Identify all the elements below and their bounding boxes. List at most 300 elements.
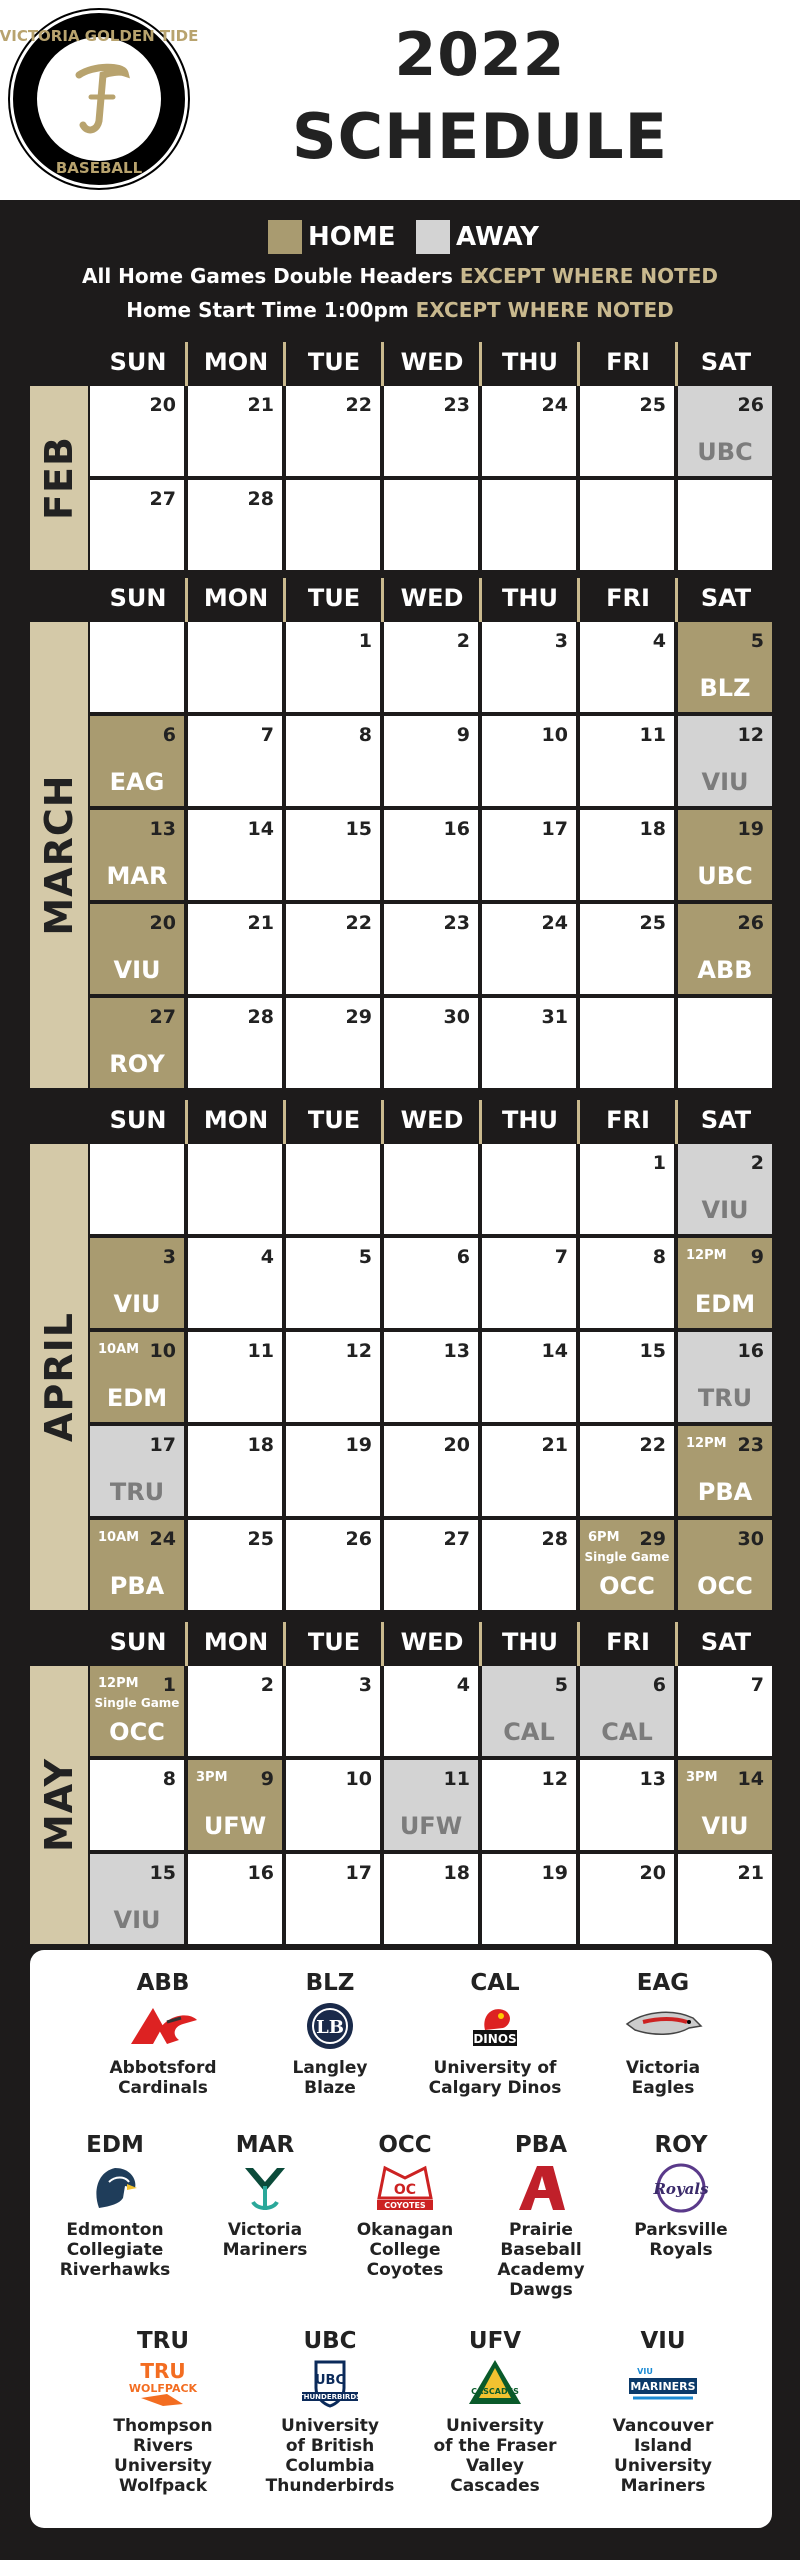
day-cell (384, 810, 478, 900)
date-number: 19 (345, 1434, 372, 1456)
team-name (420, 2416, 570, 2496)
day-separator (577, 342, 580, 386)
date-number: 22 (345, 912, 372, 934)
day-separator (479, 1100, 482, 1144)
date-number: 20 (639, 1862, 666, 1884)
team-legend-item (420, 2328, 570, 2496)
date-number: 27 (149, 488, 176, 510)
month-label: MAY (30, 1666, 88, 1944)
day-header: TUE (307, 348, 361, 376)
team-abbr: CAL (470, 1970, 520, 1996)
date-number: 24 (541, 912, 568, 934)
team-legend-item (466, 2132, 616, 2300)
wolfpack-logo (123, 2358, 203, 2410)
date-number: 12 (737, 724, 764, 746)
date-number: 2 (260, 1674, 274, 1696)
svg-text:WOLFPACK: WOLFPACK (128, 2382, 198, 2395)
day-header: SUN (109, 1628, 167, 1656)
date-number: 14 (737, 1768, 764, 1790)
legend (0, 220, 800, 260)
date-number: 1 (358, 630, 372, 652)
single-game-note: Single Game (94, 1696, 180, 1710)
date-number: 31 (541, 1006, 568, 1028)
date-number: 5 (750, 630, 764, 652)
day-cell (188, 1238, 282, 1328)
date-number: 27 (149, 1006, 176, 1028)
blaze-logo (290, 2000, 370, 2052)
team-abbr: VIU (640, 2328, 686, 2354)
team-legend-item (88, 1970, 238, 2098)
day-cell (482, 1520, 576, 1610)
day-cell (188, 998, 282, 1088)
date-number: 16 (737, 1340, 764, 1362)
home-game-cell (678, 1760, 772, 1850)
day-cell (580, 1426, 674, 1516)
date-number: 11 (443, 1768, 470, 1790)
home-game-cell (90, 1238, 184, 1328)
home-game-cell (90, 904, 184, 994)
month-label: FEB (30, 386, 88, 570)
team-name-line: Cascades (450, 2476, 540, 2496)
date-number: 1 (162, 1674, 176, 1696)
day-cell (286, 480, 380, 570)
team-name-line: Royals (649, 2240, 713, 2260)
date-number: 15 (149, 1862, 176, 1884)
day-header: THU (502, 1106, 558, 1134)
day-cell (286, 1332, 380, 1422)
day-separator (283, 342, 286, 386)
opponent: UFW (203, 1812, 267, 1840)
svg-text:TRU: TRU (140, 2359, 186, 2383)
day-header: WED (400, 584, 464, 612)
day-header: WED (400, 1106, 464, 1134)
team-name (88, 2058, 238, 2098)
day-cell (188, 480, 282, 570)
royals-logo (641, 2162, 721, 2214)
team-legend-item (588, 1970, 738, 2098)
day-cell (384, 1666, 478, 1756)
date-number: 13 (149, 818, 176, 840)
date-number: 30 (443, 1006, 470, 1028)
day-cell (482, 622, 576, 712)
home-game-cell (90, 1666, 184, 1756)
date-number: 10 (149, 1340, 176, 1362)
date-number: 17 (149, 1434, 176, 1456)
home-game-cell (188, 1760, 282, 1850)
start-time: 12PM (686, 1248, 727, 1263)
svg-text:CASCADES: CASCADES (471, 2387, 519, 2396)
day-cell (482, 386, 576, 476)
day-cell (188, 1332, 282, 1422)
team-name-line: University (281, 2416, 379, 2436)
start-time: 12PM (686, 1436, 727, 1451)
opponent: UBC (697, 862, 753, 890)
day-separator (675, 1100, 678, 1144)
day-cell (384, 998, 478, 1088)
day-cell (188, 810, 282, 900)
day-header: FRI (606, 584, 650, 612)
home-game-cell (678, 1238, 772, 1328)
day-cell (580, 622, 674, 712)
day-cell (580, 1760, 674, 1850)
date-number: 29 (345, 1006, 372, 1028)
opponent: PBA (697, 1478, 753, 1506)
home-game-cell (90, 1520, 184, 1610)
date-number: 12 (345, 1340, 372, 1362)
team-name (255, 2416, 405, 2496)
day-separator (185, 1100, 188, 1144)
date-number: 9 (456, 724, 470, 746)
day-header: SUN (109, 348, 167, 376)
date-number: 19 (541, 1862, 568, 1884)
opponent: UFW (399, 1812, 463, 1840)
team-legend-item (420, 1970, 570, 2098)
team-legend-item (255, 1970, 405, 2098)
day-header-row (88, 336, 772, 388)
home-game-cell (90, 998, 184, 1088)
opponent: OCC (599, 1572, 655, 1600)
opponent: CAL (601, 1718, 653, 1746)
day-separator (381, 578, 384, 622)
date-number: 9 (750, 1246, 764, 1268)
day-cell (678, 998, 772, 1088)
date-number: 23 (737, 1434, 764, 1456)
dawgs-logo (501, 2162, 581, 2214)
day-cell (90, 1144, 184, 1234)
date-number: 28 (541, 1528, 568, 1550)
day-header: SAT (700, 1628, 752, 1656)
team-name-line: Mariners (620, 2476, 706, 2496)
day-cell (384, 1520, 478, 1610)
opponent: EDM (106, 1384, 168, 1412)
home-game-cell (678, 1426, 772, 1516)
team-name-line: Thunderbirds (265, 2476, 395, 2496)
home-game-cell (580, 1520, 674, 1610)
date-number: 18 (443, 1862, 470, 1884)
day-separator (479, 578, 482, 622)
away-game-cell (678, 1332, 772, 1422)
day-cell (286, 1760, 380, 1850)
opponent: ABB (697, 956, 753, 984)
date-number: 2 (456, 630, 470, 652)
day-separator (185, 342, 188, 386)
day-header: FRI (606, 1106, 650, 1134)
team-name-line: Thompson (113, 2416, 213, 2436)
day-cell (580, 810, 674, 900)
day-cell (482, 904, 576, 994)
note-double-headers: All Home Games Double Headers EXCEPT WHERE NOTED (82, 264, 718, 288)
team-name-line: College (369, 2240, 441, 2260)
day-header: FRI (606, 1628, 650, 1656)
date-number: 9 (260, 1768, 274, 1790)
day-cell (678, 1666, 772, 1756)
team-name-line: Parksville (634, 2220, 728, 2240)
date-number: 1 (652, 1152, 666, 1174)
svg-text:LB: LB (316, 2017, 344, 2038)
day-cell (286, 1426, 380, 1516)
day-cell (188, 1144, 282, 1234)
team-name-line: Calgary Dinos (428, 2078, 562, 2098)
day-separator (479, 1622, 482, 1666)
team-name-line: Coyotes (366, 2260, 444, 2280)
opponent: VIU (701, 1812, 749, 1840)
date-number: 26 (737, 912, 764, 934)
svg-text:Royals: Royals (653, 2180, 709, 2198)
start-time: 3PM (196, 1770, 228, 1785)
viu-mariners-logo (623, 2358, 703, 2410)
month-label: MARCH (30, 622, 88, 1088)
day-cell (384, 1426, 478, 1516)
opponent: VIU (113, 956, 161, 984)
opponent: ROY (109, 1050, 165, 1078)
team-name (40, 2220, 190, 2280)
day-header: WED (400, 348, 464, 376)
team-name-line: Dawgs (509, 2280, 573, 2300)
team-legend-item (88, 2328, 238, 2496)
day-separator (577, 1100, 580, 1144)
date-number: 18 (247, 1434, 274, 1456)
dinos-logo (455, 2000, 535, 2052)
team-name-line: Cardinals (118, 2078, 208, 2098)
team-name-line: Rivers (132, 2436, 194, 2456)
date-number: 30 (737, 1528, 764, 1550)
day-cell (90, 1760, 184, 1850)
away-game-cell (90, 1426, 184, 1516)
day-cell (286, 1520, 380, 1610)
day-separator (185, 578, 188, 622)
team-name-line: Abbotsford (109, 2058, 217, 2078)
day-header: THU (502, 1628, 558, 1656)
date-number: 17 (345, 1862, 372, 1884)
team-legend-item (255, 2328, 405, 2496)
golden-tide-logo (0, 10, 199, 188)
day-cell (384, 622, 478, 712)
day-separator (283, 1622, 286, 1666)
day-header-row (88, 572, 772, 624)
opponent: BLZ (699, 674, 751, 702)
date-number: 19 (737, 818, 764, 840)
date-number: 20 (443, 1434, 470, 1456)
date-number: 12 (541, 1768, 568, 1790)
day-cell (384, 480, 478, 570)
date-number: 11 (639, 724, 666, 746)
team-name (420, 2058, 570, 2098)
team-abbr: MAR (235, 2132, 295, 2158)
day-cell (580, 1144, 674, 1234)
day-separator (381, 342, 384, 386)
opponent: EAG (109, 768, 165, 796)
svg-text:THUNDERBIRDS: THUNDERBIRDS (298, 2393, 362, 2401)
team-name-line: University (614, 2456, 712, 2476)
team-name-line: Island (633, 2436, 692, 2456)
team-name-line: University (446, 2416, 544, 2436)
team-name-line: Baseball (500, 2240, 582, 2260)
date-number: 14 (247, 818, 274, 840)
date-number: 3 (162, 1246, 176, 1268)
day-header: MON (203, 584, 269, 612)
opponent: VIU (701, 1196, 749, 1224)
day-cell (384, 904, 478, 994)
day-cell (188, 1520, 282, 1610)
team-legend-item (606, 2132, 756, 2260)
day-cell (384, 1332, 478, 1422)
date-number: 16 (443, 818, 470, 840)
svg-text:DINOS: DINOS (473, 2032, 517, 2046)
day-cell (482, 1426, 576, 1516)
away-game-cell (678, 1144, 772, 1234)
date-number: 20 (149, 394, 176, 416)
opponent: MAR (106, 862, 168, 890)
date-number: 25 (247, 1528, 274, 1550)
date-number: 6 (162, 724, 176, 746)
day-header: FRI (606, 348, 650, 376)
team-name-line: University (114, 2456, 212, 2476)
date-number: 23 (443, 394, 470, 416)
away-game-cell (384, 1760, 478, 1850)
day-cell (286, 1238, 380, 1328)
team-abbr: EAG (636, 1970, 690, 1996)
team-name-line: Langley (292, 2058, 368, 2078)
team-abbr: PBA (514, 2132, 568, 2158)
day-separator (577, 1622, 580, 1666)
day-header: TUE (307, 584, 361, 612)
header (0, 0, 800, 200)
date-number: 8 (358, 724, 372, 746)
date-number: 15 (639, 1340, 666, 1362)
day-cell (286, 998, 380, 1088)
day-header: SUN (109, 584, 167, 612)
team-name (606, 2220, 756, 2260)
team-name-line: University of (433, 2058, 557, 2078)
day-separator (577, 578, 580, 622)
day-header: SAT (700, 1106, 752, 1134)
day-header: WED (400, 1628, 464, 1656)
single-game-note: Single Game (584, 1550, 670, 1564)
day-cell (482, 1144, 576, 1234)
svg-text:OC: OC (393, 2182, 417, 2198)
date-number: 21 (541, 1434, 568, 1456)
svg-text:COYOTES: COYOTES (384, 2201, 426, 2210)
thunderbirds-logo (290, 2358, 370, 2410)
date-number: 7 (260, 724, 274, 746)
day-cell (286, 904, 380, 994)
day-cell (678, 1854, 772, 1944)
team-name-line: Valley (466, 2456, 524, 2476)
date-number: 28 (247, 488, 274, 510)
day-separator (675, 342, 678, 386)
mariners-logo (225, 2162, 305, 2214)
home-label: HOME (308, 222, 396, 252)
day-cell (286, 386, 380, 476)
team-name (88, 2416, 238, 2496)
team-name-line: Academy (497, 2260, 585, 2280)
team-name-line: Victoria (227, 2220, 303, 2240)
day-cell (286, 1144, 380, 1234)
date-number: 13 (639, 1768, 666, 1790)
team-name (588, 2416, 738, 2496)
opponent: VIU (701, 768, 749, 796)
date-number: 18 (639, 818, 666, 840)
day-cell (580, 904, 674, 994)
date-number: 24 (541, 394, 568, 416)
team-name (190, 2220, 340, 2260)
date-number: 16 (247, 1862, 274, 1884)
team-legend-item (40, 2132, 190, 2280)
day-separator (675, 578, 678, 622)
day-cell (580, 1854, 674, 1944)
day-cell (188, 622, 282, 712)
away-game-cell (90, 1854, 184, 1944)
opponent: PBA (109, 1572, 165, 1600)
day-separator (675, 1622, 678, 1666)
day-cell (90, 386, 184, 476)
date-number: 20 (149, 912, 176, 934)
date-number: 25 (639, 394, 666, 416)
svg-text:UBC: UBC (314, 2373, 346, 2388)
svg-text:VICTORIA GOLDEN TIDE: VICTORIA GOLDEN TIDE (0, 27, 199, 45)
date-number: 11 (247, 1340, 274, 1362)
team-legend (30, 1950, 772, 2528)
date-number: 7 (750, 1674, 764, 1696)
title-year: 2022 (394, 20, 566, 90)
day-cell (482, 810, 576, 900)
home-game-cell (90, 1332, 184, 1422)
start-time: 6PM (588, 1530, 620, 1545)
date-number: 8 (162, 1768, 176, 1790)
coyotes-logo (365, 2162, 445, 2214)
day-cell (482, 1854, 576, 1944)
day-cell (90, 622, 184, 712)
date-number: 22 (345, 394, 372, 416)
svg-text:MARINERS: MARINERS (630, 2380, 696, 2393)
day-header: MON (203, 1628, 269, 1656)
team-name-line: Columbia (285, 2456, 375, 2476)
date-number: 6 (652, 1674, 666, 1696)
date-number: 17 (541, 818, 568, 840)
day-separator (185, 1622, 188, 1666)
date-number: 21 (247, 912, 274, 934)
date-number: 26 (345, 1528, 372, 1550)
start-time: 10AM (98, 1530, 140, 1545)
day-cell (188, 1666, 282, 1756)
home-game-cell (90, 716, 184, 806)
day-cell (286, 1854, 380, 1944)
day-cell (188, 716, 282, 806)
day-header-row (88, 1094, 772, 1146)
opponent: CAL (503, 1718, 555, 1746)
date-number: 5 (554, 1674, 568, 1696)
day-header: SAT (700, 348, 752, 376)
opponent: TRU (697, 1384, 753, 1412)
team-name (255, 2058, 405, 2098)
team-name-line: Prairie (509, 2220, 573, 2240)
day-cell (384, 386, 478, 476)
date-number: 4 (652, 630, 666, 652)
team-abbr: BLZ (305, 1970, 355, 1996)
team-name (330, 2220, 480, 2280)
svg-text:VIU: VIU (637, 2367, 653, 2376)
date-number: 3 (554, 630, 568, 652)
day-cell (188, 386, 282, 476)
day-header: SAT (700, 584, 752, 612)
team-name-line: Collegiate (66, 2240, 164, 2260)
team-legend-item (190, 2132, 340, 2260)
team-abbr: ABB (136, 1970, 190, 1996)
home-game-cell (678, 810, 772, 900)
team-name-line: Okanagan (356, 2220, 454, 2240)
team-name-line: of the Fraser (433, 2436, 557, 2456)
day-separator (479, 342, 482, 386)
